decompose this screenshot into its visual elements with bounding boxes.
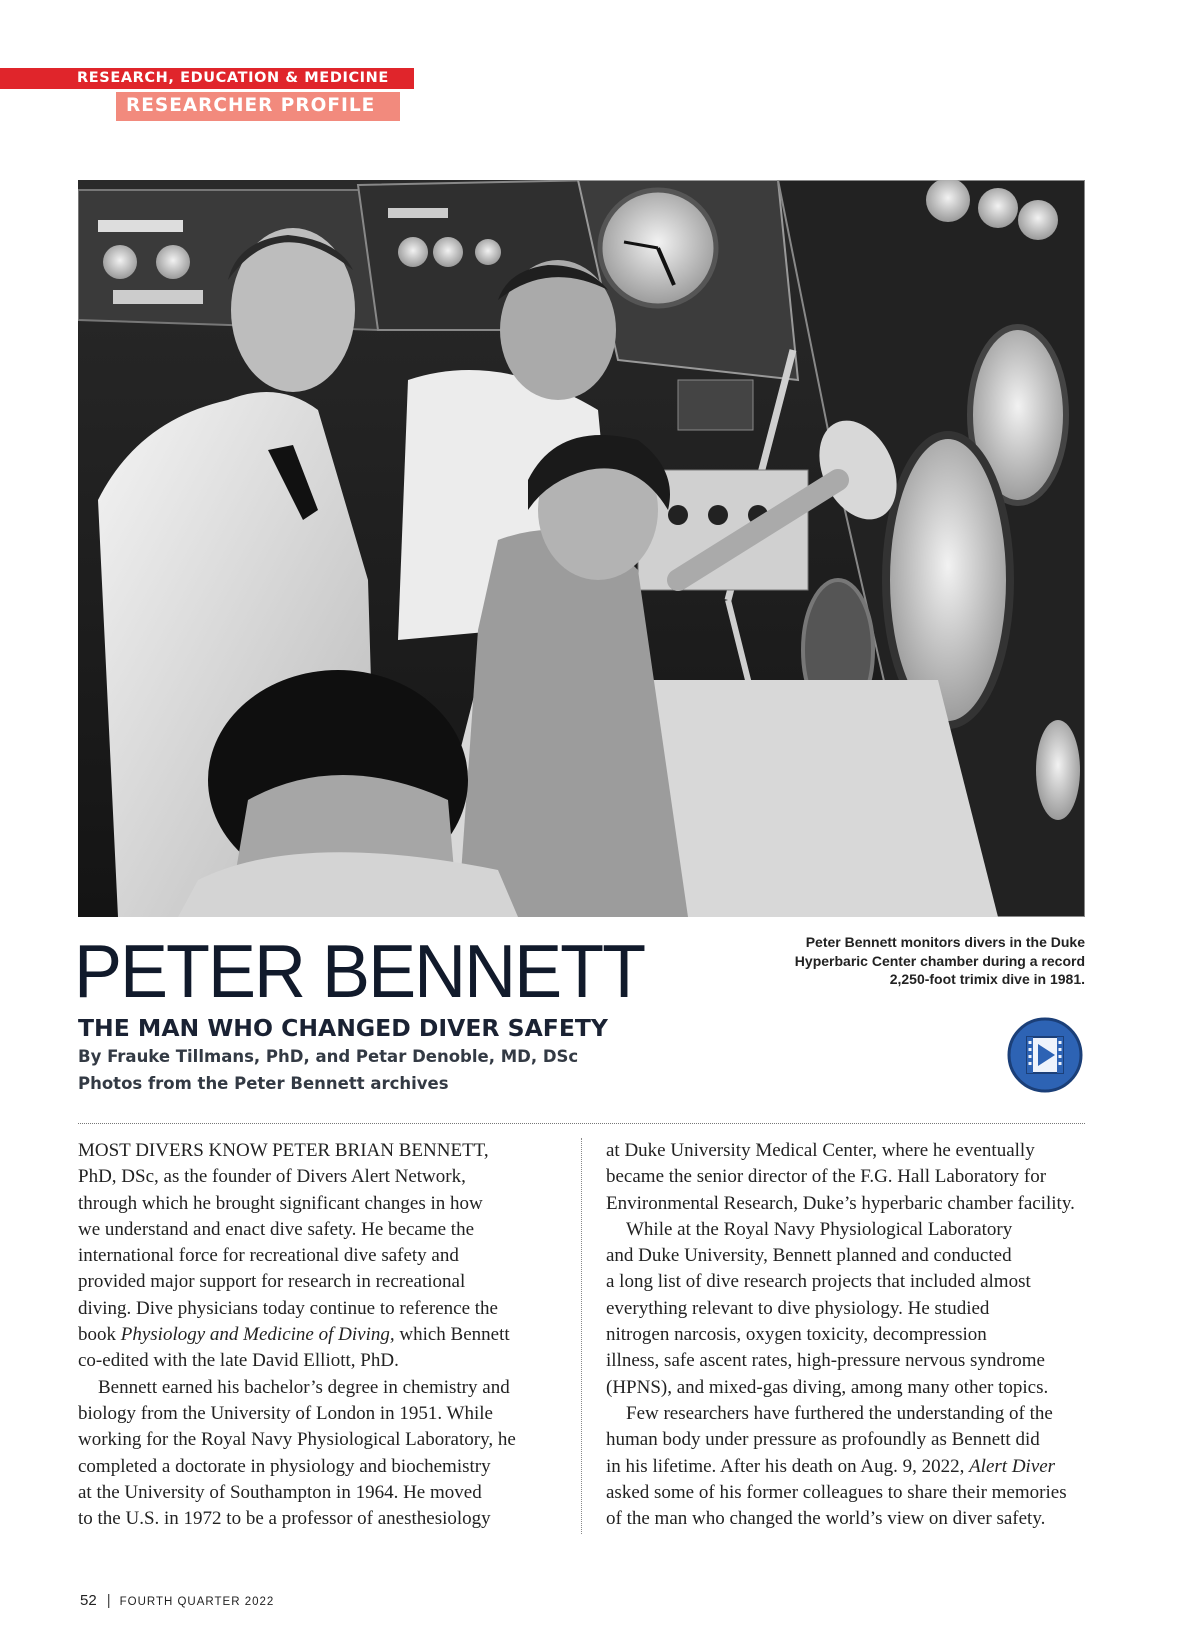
- text-line: completed a doctorate in physiology and biochemistry: [78, 1455, 491, 1477]
- article-column-left: [78, 1138, 548, 1532]
- article-deck: THE MAN WHO CHANGED DIVER SAFETY: [78, 1014, 608, 1042]
- text-line: human body under pressure as profoundly as Bennett did: [606, 1429, 1040, 1451]
- text-line: we understand and enact dive safety. He became the: [78, 1218, 475, 1240]
- text-line: Bennett earned his bachelor’s degree in chemistry and: [98, 1376, 510, 1398]
- text-line: international force for recreational dive safety and: [78, 1245, 459, 1267]
- subsection-label: RESEARCHER PROFILE: [126, 95, 376, 116]
- play-video-icon[interactable]: [1007, 1017, 1083, 1093]
- text-line: working for the Royal Navy Physiological Laboratory, he: [78, 1429, 516, 1451]
- column-divider: [581, 1138, 582, 1534]
- paragraph: [606, 1401, 1076, 1532]
- section-label-bar: [0, 68, 414, 89]
- section-label: RESEARCH, EDUCATION & MEDICINE: [77, 70, 389, 86]
- book-title: Physiology and Medicine of Diving,: [120, 1324, 395, 1346]
- archive-photo: [78, 180, 1085, 917]
- text-line: Few researchers have furthered the understanding of the: [626, 1402, 1053, 1424]
- text-line: diving. Dive physicians today continue to reference the: [78, 1297, 498, 1319]
- issue-label: FOURTH QUARTER 2022: [119, 1596, 275, 1608]
- text-line: at the University of Southampton in 1964. He moved: [78, 1481, 482, 1503]
- subsection-label-bar: [116, 92, 400, 121]
- caption-line: Hyperbaric Center chamber during a record: [794, 952, 1085, 969]
- text-line: at Duke University Medical Center, where he eventually: [606, 1140, 1035, 1161]
- magazine-name: Alert Diver: [969, 1455, 1056, 1477]
- caption-line: 2,250-foot trimix dive in 1981.: [889, 971, 1085, 987]
- paragraph: [78, 1375, 548, 1533]
- paragraph: [78, 1138, 548, 1375]
- text-line: co-edited with the late David Elliott, PhD.: [78, 1350, 399, 1372]
- text-line: book: [78, 1324, 121, 1346]
- divider-rule: [78, 1123, 1085, 1124]
- text-line: provided major support for research in recreational: [78, 1271, 466, 1293]
- text-line: nitrogen narcosis, oxygen toxicity, decompression: [606, 1324, 987, 1346]
- paragraph: [606, 1217, 1076, 1401]
- text-line: a long list of dive research projects that included almost: [606, 1271, 1031, 1293]
- article-title: PETER BENNETT: [74, 929, 645, 1014]
- article-byline: By Frauke Tillmans, PhD, and Petar Denoble, MD, DSc: [78, 1047, 579, 1066]
- text-line: in his lifetime. After his death on Aug. 9, 2022,: [606, 1455, 970, 1477]
- text-line: MOST DIVERS KNOW PETER BRIAN BENNETT,: [78, 1140, 489, 1161]
- text-line: biology from the University of London in 1951. While: [78, 1402, 493, 1424]
- text-line: everything relevant to dive physiology. He studied: [606, 1297, 990, 1319]
- page-number: 52: [80, 1592, 97, 1609]
- text-line: through which he brought significant changes in how: [78, 1192, 483, 1214]
- photo-credit: Photos from the Peter Bennett archives: [78, 1074, 449, 1093]
- text-line: asked some of his former colleagues to share their memories: [606, 1481, 1067, 1503]
- text-line: (HPNS), and mixed-gas diving, among many other topics.: [606, 1376, 1049, 1398]
- text-line: While at the Royal Navy Physiological Laboratory: [626, 1218, 1013, 1240]
- photo-caption: [725, 933, 1085, 989]
- text-line: illness, safe ascent rates, high-pressure nervous syndrome: [606, 1350, 1045, 1372]
- footer-separator: |: [106, 1592, 111, 1609]
- text-line: and Duke University, Bennett planned and conducted: [606, 1245, 1012, 1267]
- text-line: Environmental Research, Duke’s hyperbaric chamber facility.: [606, 1192, 1075, 1214]
- article-column-right: [606, 1138, 1076, 1532]
- paragraph: [606, 1138, 1076, 1217]
- text-line: PhD, DSc, as the founder of Divers Alert Network,: [78, 1166, 466, 1188]
- text-line: of the man who changed the world’s view on diver safety.: [606, 1508, 1046, 1530]
- text-line: became the senior director of the F.G. Hall Laboratory for: [606, 1166, 1047, 1188]
- page-footer: [80, 1592, 274, 1610]
- text-line: to the U.S. in 1972 to be a professor of anesthesiology: [78, 1508, 491, 1530]
- text-line: which Bennett: [394, 1324, 510, 1346]
- caption-line: Peter Bennett monitors divers in the Duke: [805, 934, 1085, 950]
- photo-illustration: [78, 180, 1085, 917]
